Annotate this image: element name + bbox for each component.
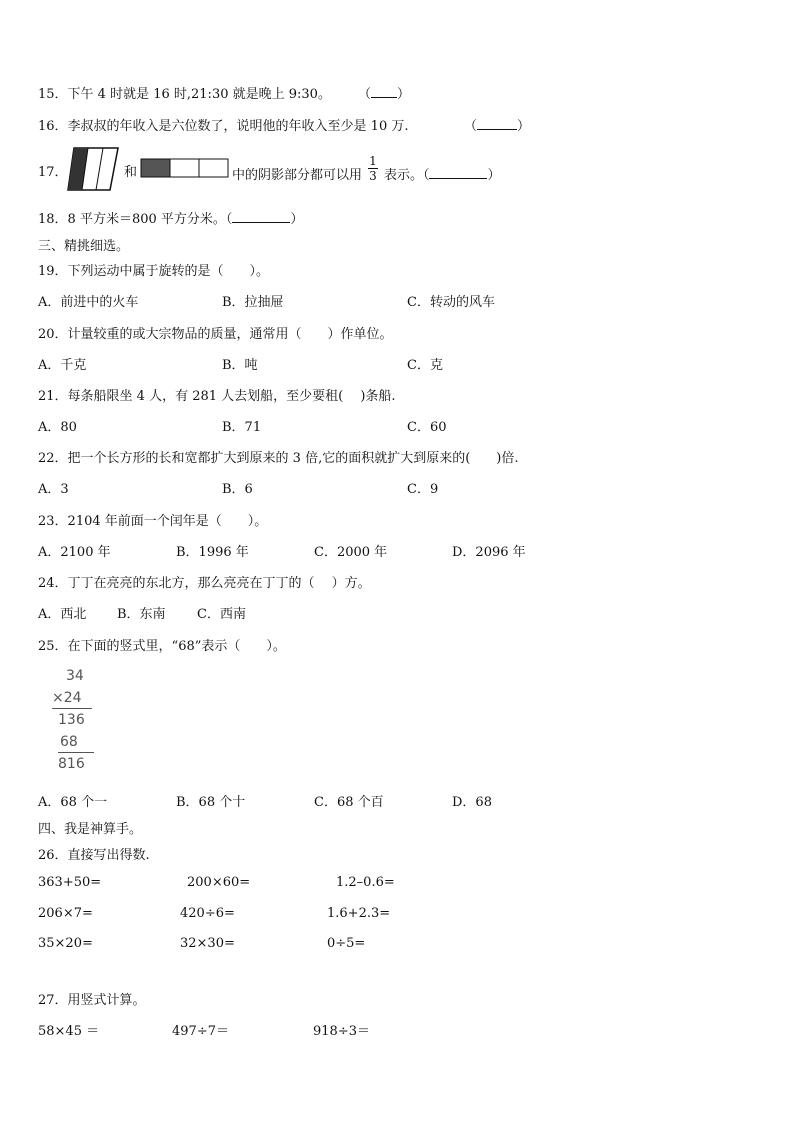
question-16 (38, 115, 408, 134)
question-26: 26．直接写出得数. (38, 848, 150, 863)
q24-option-b[interactable]: B．东南 (117, 607, 166, 622)
q22-option-a[interactable]: A．3 (38, 482, 69, 497)
question-18: 18．8 平方米＝800 平方分米。（ ） (38, 212, 304, 227)
question-19: 19．下列运动中属于旋转的是（ ）。 (38, 264, 270, 279)
q26-item: 0÷5= (327, 936, 366, 951)
q27-item: 497÷7＝ (172, 1024, 229, 1039)
question-23: 23．2104 年前面一个闰年是（ ）。 (38, 514, 268, 529)
q21-option-c[interactable]: C．60 (407, 420, 447, 435)
q25-option-b[interactable]: B．68 个十 (176, 795, 246, 810)
q25-option-c[interactable]: C．68 个百 (314, 795, 384, 810)
question-16-text: 16．李叔叔的年收入是六位数了，说明他的年收入至少是 10 万. (38, 119, 409, 134)
q21-option-a[interactable]: A．80 (38, 420, 77, 435)
question-15 (38, 83, 331, 102)
question-20: 20．计量较重的或大宗物品的质量，通常用（ ）作单位。 (38, 327, 393, 342)
q20-option-a[interactable]: A．千克 (38, 358, 87, 373)
question-25: 25．在下面的竖式里，“68”表示（ ）。 (38, 639, 286, 654)
q26-item: 363+50= (38, 875, 102, 890)
calc-line-3: 136 (58, 712, 85, 728)
q23-option-d[interactable]: D．2096 年 (452, 545, 526, 560)
calc-line-2: ×24 (52, 690, 82, 706)
rectangle-cell-2 (170, 159, 199, 177)
answer-blank-16[interactable]: （ ） (464, 119, 531, 134)
question-22: 22．把一个长方形的长和宽都扩大到原来的 3 倍,它的面积就扩大到原来的( )倍. (38, 451, 519, 466)
question-17-text: 中的阴影部分都可以用 $\frac{1}{3}$ 表示。（ ） (232, 154, 501, 183)
q23-option-c[interactable]: C．2000 年 (314, 545, 388, 560)
section-3-heading: 三、精挑细选。 (38, 239, 130, 254)
q24-option-c[interactable]: C．西南 (197, 607, 246, 622)
question-21: 21．每条船限坐 4 人，有 281 人去划船，至少要租( )条船. (38, 389, 396, 404)
calc-underline-1 (52, 708, 92, 709)
parallelogram-figure (66, 146, 122, 192)
q24-option-a[interactable]: A．西北 (38, 607, 87, 622)
calc-line-4: 68 (60, 734, 78, 750)
q27-item: 918÷3＝ (313, 1024, 370, 1039)
q19-option-c[interactable]: C．转动的风车 (407, 295, 495, 310)
q26-item: 1.2–0.6= (336, 875, 395, 890)
q23-option-a[interactable]: A．2100 年 (38, 545, 111, 560)
question-17-label: 17． (38, 165, 68, 180)
q26-item: 200×60= (187, 875, 251, 890)
q26-item: 420÷6= (180, 906, 235, 921)
q23-option-b[interactable]: B．1996 年 (176, 545, 249, 560)
q22-option-c[interactable]: C．9 (407, 482, 439, 497)
section-4-heading: 四、我是神算手。 (38, 822, 143, 837)
q27-item: 58×45 ＝ (38, 1024, 100, 1039)
answer-blank-17[interactable] (429, 167, 487, 179)
q26-item: 35×20= (38, 936, 93, 951)
question-27: 27．用竖式计算。 (38, 993, 146, 1008)
question-15-text: 15．下午 4 时就是 16 时,21:30 就是晚上 9:30。 (38, 87, 331, 102)
q21-option-b[interactable]: B．71 (222, 420, 262, 435)
rectangle-strip-figure (140, 158, 230, 178)
rectangle-shaded-cell (141, 159, 170, 177)
q26-item: 1.6+2.3= (327, 906, 391, 921)
rectangle-cell-3 (199, 159, 228, 177)
q19-option-a[interactable]: A．前进中的火车 (38, 295, 139, 310)
answer-blank-18[interactable] (232, 211, 290, 223)
calc-line-5: 816 (58, 756, 85, 772)
q22-option-b[interactable]: B．6 (222, 482, 253, 497)
q20-option-b[interactable]: B．吨 (222, 358, 258, 373)
calc-line-1: 34 (66, 668, 84, 684)
q19-option-b[interactable]: B．拉抽屉 (222, 295, 284, 310)
q25-option-a[interactable]: A．68 个一 (38, 795, 108, 810)
q26-item: 32×30= (180, 936, 235, 951)
fraction-one-third: $\frac{1}{3}$ (369, 154, 377, 183)
question-24: 24．丁丁在亮亮的东北方，那么亮亮在丁丁的（ ）方。 (38, 576, 371, 591)
question-17-and: 和 (124, 165, 138, 180)
calc-underline-2 (58, 752, 94, 753)
q26-item: 206×7= (38, 906, 93, 921)
q25-option-d[interactable]: D．68 (452, 795, 492, 810)
q20-option-c[interactable]: C．克 (407, 358, 443, 373)
answer-blank-15[interactable]: （ ） (358, 87, 411, 102)
